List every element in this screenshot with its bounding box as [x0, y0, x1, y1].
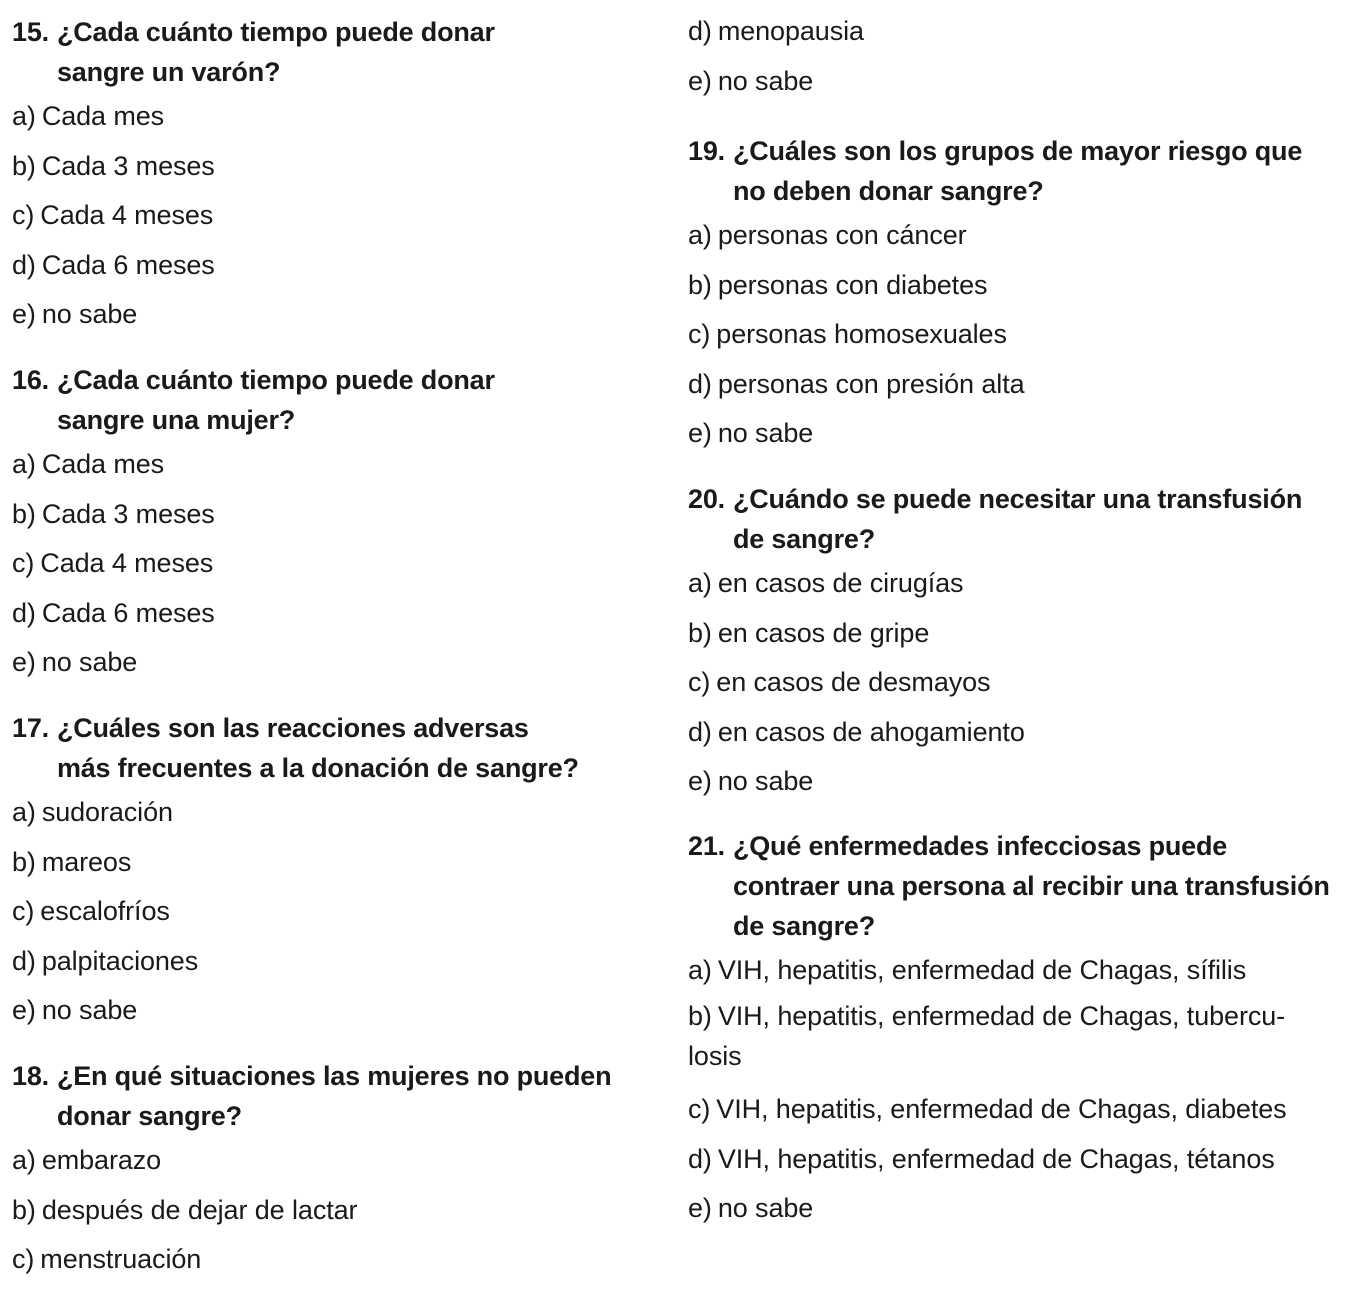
option-c [12, 1235, 652, 1285]
option-text: sudoración [41, 797, 173, 827]
option-text: menstruación [40, 1244, 202, 1275]
options-list [12, 92, 652, 340]
options-list [688, 559, 1338, 807]
question-title [12, 12, 652, 92]
option-text: palpitaciones [41, 945, 199, 976]
question-number: 21. [688, 831, 725, 861]
question-number: 15. [12, 17, 49, 47]
option-d [12, 241, 652, 291]
question-title [688, 131, 1338, 211]
option-text: personas con presión alta [717, 368, 1025, 399]
option-d [688, 7, 1338, 57]
option-b [688, 609, 1338, 659]
option-letter: a) [12, 797, 36, 827]
question-text: ¿Cada cuánto tiempo puede donar sangre un varón? [56, 17, 495, 87]
option-d [688, 708, 1338, 758]
option-text: escalofríos [40, 896, 170, 927]
option-text: no sabe [717, 1193, 814, 1224]
option-c [12, 539, 652, 589]
question-21 [688, 826, 1338, 1234]
option-letter: a) [12, 101, 36, 131]
option-letter: c) [688, 319, 711, 350]
option-letter: d) [12, 945, 36, 976]
option-a [12, 440, 652, 490]
option-letter: c) [12, 548, 35, 579]
option-text: después de dejar de lactar [41, 1194, 358, 1225]
question-title [688, 826, 1338, 946]
question-text: ¿Cuáles son las reacciones adversas más frecuentes a la donación de sangre? [56, 713, 579, 783]
option-text: Cada 4 meses [40, 200, 214, 231]
option-text: personas con cáncer [717, 220, 967, 250]
option-b [688, 996, 1298, 1086]
option-letter: d) [688, 16, 712, 46]
option-e [12, 986, 652, 1036]
option-text: Cada 6 meses [41, 597, 215, 628]
question-20 [688, 479, 1338, 807]
option-a [12, 1136, 652, 1186]
question-title [688, 479, 1338, 559]
option-b [12, 490, 652, 540]
option-b [12, 142, 652, 192]
options-list [688, 946, 1338, 1234]
option-c [12, 887, 652, 937]
option-letter: e) [12, 299, 36, 330]
question-17 [12, 708, 652, 1036]
option-d [688, 360, 1338, 410]
question-16 [12, 360, 652, 688]
options-list [12, 1136, 652, 1285]
option-c [12, 191, 652, 241]
question-18 [12, 1056, 652, 1285]
option-letter: e) [688, 65, 712, 96]
option-d [12, 589, 652, 639]
question-text: ¿Cuáles son los grupos de mayor riesgo que no deben donar sangre? [732, 136, 1303, 206]
option-text: Cada 6 meses [41, 249, 215, 280]
option-letter: d) [688, 716, 712, 747]
option-text: no sabe [41, 995, 138, 1026]
option-letter: b) [12, 1194, 36, 1225]
option-letter: c) [12, 896, 35, 927]
option-b [12, 1186, 652, 1236]
option-letter: b) [688, 269, 712, 300]
option-text: en casos de desmayos [716, 667, 991, 698]
option-letter: e) [688, 418, 712, 449]
option-letter: b) [12, 846, 36, 877]
option-letter: b) [12, 150, 36, 181]
option-a [688, 211, 1338, 261]
question-text: ¿Qué enfermedades infecciosas puede contraer una persona al recibir una transfusión de sangre? [732, 831, 1330, 941]
question-number: 17. [12, 713, 49, 743]
option-letter: e) [688, 766, 712, 797]
option-letter: b) [688, 617, 712, 648]
option-a [688, 559, 1338, 609]
option-letter: e) [688, 1193, 712, 1224]
option-letter: a) [12, 449, 36, 479]
option-text: menopausia [717, 16, 864, 46]
option-a [688, 946, 1338, 996]
option-letter: c) [12, 200, 35, 231]
option-letter: c) [12, 1244, 35, 1275]
option-letter: d) [688, 368, 712, 399]
option-letter: b) [688, 1000, 712, 1031]
options-list [12, 788, 652, 1036]
option-c [688, 310, 1338, 360]
option-letter: a) [688, 568, 712, 598]
option-text: no sabe [717, 65, 814, 96]
option-a [12, 92, 652, 142]
option-letter: b) [12, 498, 36, 529]
question-number: 19. [688, 136, 725, 166]
option-e [688, 57, 1338, 107]
question-text: ¿Cuándo se puede necesitar una transfusión de sangre? [732, 484, 1303, 554]
option-text: Cada 3 meses [41, 498, 215, 529]
question-title [12, 708, 652, 788]
question-title [12, 1056, 652, 1136]
option-e [688, 409, 1338, 459]
option-text: VIH, hepatitis, enfermedad de Chagas, tétanos [717, 1143, 1275, 1174]
option-a [12, 788, 652, 838]
question-text: ¿En qué situaciones las mujeres no pueden donar sangre? [56, 1061, 612, 1131]
option-text: en casos de gripe [717, 617, 930, 648]
option-letter: d) [12, 597, 36, 628]
option-letter: d) [688, 1143, 712, 1174]
option-text: mareos [41, 846, 132, 877]
option-c [688, 1085, 1338, 1135]
continued-options-list [688, 7, 1338, 106]
option-text: no sabe [41, 647, 138, 678]
question-15 [12, 12, 652, 340]
option-text: Cada 3 meses [41, 150, 215, 181]
option-letter: a) [12, 1145, 36, 1175]
option-letter: e) [12, 995, 36, 1026]
option-d [688, 1135, 1338, 1185]
option-text: embarazo [41, 1145, 162, 1175]
option-e [12, 290, 652, 340]
options-list [12, 440, 652, 688]
option-text: no sabe [717, 766, 814, 797]
option-text: personas con diabetes [717, 269, 988, 300]
option-text: VIH, hepatitis, enfermedad de Chagas, tubercu-losis [688, 1000, 1286, 1071]
question-number: 16. [12, 365, 49, 395]
option-b [12, 838, 652, 888]
option-text: VIH, hepatitis, enfermedad de Chagas, sífilis [717, 955, 1247, 985]
option-text: no sabe [41, 299, 138, 330]
options-list [688, 211, 1338, 459]
option-text: en casos de ahogamiento [717, 716, 1025, 747]
option-letter: d) [12, 249, 36, 280]
option-letter: e) [12, 647, 36, 678]
option-text: no sabe [717, 418, 814, 449]
option-text: Cada 4 meses [40, 548, 214, 579]
question-number: 20. [688, 484, 725, 514]
option-text: VIH, hepatitis, enfermedad de Chagas, diabetes [716, 1094, 1287, 1125]
option-e [688, 1184, 1338, 1234]
question-title [12, 360, 652, 440]
option-e [12, 638, 652, 688]
option-letter: c) [688, 1094, 711, 1125]
question-19 [688, 131, 1338, 459]
question-number: 18. [12, 1061, 49, 1091]
option-c [688, 658, 1338, 708]
option-letter: a) [688, 220, 712, 250]
option-d [12, 937, 652, 987]
question-text: ¿Cada cuánto tiempo puede donar sangre una mujer? [56, 365, 495, 435]
option-text: en casos de cirugías [717, 568, 964, 598]
option-text: personas homosexuales [716, 319, 1007, 350]
option-letter: a) [688, 955, 712, 985]
option-b [688, 261, 1338, 311]
option-e [688, 757, 1338, 807]
option-letter: c) [688, 667, 711, 698]
option-text: Cada mes [41, 101, 165, 131]
option-text: Cada mes [41, 449, 165, 479]
